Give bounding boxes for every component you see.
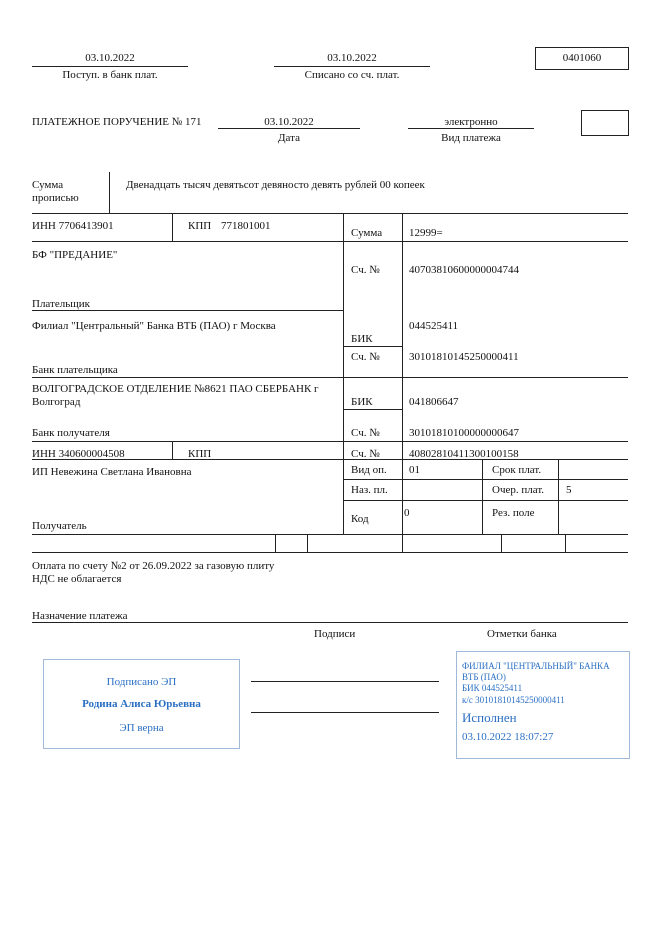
order-empty-box (581, 110, 629, 136)
value-col-left-border (402, 213, 403, 552)
order-date-label: Дата (278, 132, 300, 144)
purpose-line-2: НДС не облагается (32, 573, 122, 585)
row-line-codes-1 (343, 479, 628, 480)
bank-marks-label: Отметки банка (487, 628, 557, 640)
kod-label: Код (351, 513, 369, 525)
row-line-payer-bank (32, 377, 628, 378)
srok-label: Срок плат. (492, 464, 542, 476)
sum-value: 12999= (409, 227, 443, 239)
recipient-name: ИП Невежина Светлана Ивановна (32, 466, 192, 478)
ocher-value: 5 (566, 484, 572, 496)
bank-stamp-line-1: ФИЛИАЛ "ЦЕНТРАЛЬНЫЙ" БАНКА (462, 661, 610, 671)
signature-line-1 (251, 681, 439, 682)
debited-date-line (274, 66, 430, 67)
received-date-line (32, 66, 188, 67)
payer-inn-divider (172, 213, 173, 241)
tax-cell-divider-4 (565, 534, 566, 552)
purpose-label: Назначение платежа (32, 610, 128, 622)
tax-cell-divider-2 (307, 534, 308, 552)
row-line-sum (343, 241, 628, 242)
codes-col-divider-2 (558, 459, 559, 534)
payer-bank-account: 30101810145250000411 (409, 351, 519, 363)
form-code: 0401060 (562, 52, 602, 64)
recipient-bank-role-label: Банк получателя (32, 427, 110, 439)
row-line-payer-inn (32, 241, 343, 242)
bank-stamp-datetime: 03.10.2022 18:07:27 (462, 731, 554, 743)
order-date-line (218, 128, 360, 129)
row-line-payer (32, 310, 343, 311)
recipient-bank-bik: 041806647 (409, 396, 459, 408)
codes-col-divider-1 (482, 459, 483, 534)
recipient-role-label: Получатель (32, 520, 87, 532)
payer-bank-name: Филиал "Центральный" Банка ВТБ (ПАО) г Москва (32, 320, 276, 332)
bank-stamp-line-2: ВТБ (ПАО) (462, 672, 506, 682)
payer-bank-role-label: Банк плательщика (32, 364, 118, 376)
order-title: ПЛАТЕЖНОЕ ПОРУЧЕНИЕ № 171 (32, 116, 202, 128)
ep-stamp-line-1: Подписано ЭП (106, 676, 177, 688)
amount-words-divider (109, 172, 110, 213)
row-line-amount (32, 213, 628, 214)
recipient-inn: ИНН 340600004508 (32, 448, 125, 460)
sum-col-left-border (343, 213, 344, 534)
signature-line-2 (251, 712, 439, 713)
payment-type-label: Вид платежа (441, 132, 501, 144)
signatures-label: Подписи (314, 628, 356, 640)
recipient-bank-name-1: ВОЛГОГРАДСКОЕ ОТДЕЛЕНИЕ №8621 ПАО СБЕРБАНК г (32, 383, 319, 395)
row-line-payer-bank-bik (343, 346, 402, 347)
order-date: 03.10.2022 (264, 116, 314, 128)
recipient-bank-bik-label: БИК (351, 396, 373, 408)
row-line-tax (32, 552, 628, 553)
sum-label: Сумма (351, 227, 383, 239)
payer-bank-bik: 044525411 (409, 320, 459, 332)
payment-type-line (408, 128, 534, 129)
rez-label: Рез. поле (492, 507, 535, 519)
vid-op-value: 01 (409, 464, 420, 476)
tax-cell-divider-3 (501, 534, 502, 552)
kod-value: 0 (404, 507, 410, 519)
row-line-recipient (32, 534, 628, 535)
payer-inn: ИНН 7706413901 (32, 220, 114, 232)
payer-name: БФ "ПРЕДАНИЕ" (32, 249, 118, 261)
purpose-line-1: Оплата по счету №2 от 26.09.2022 за газовую плиту (32, 560, 275, 572)
form-code-box (535, 47, 629, 70)
row-line-purpose (32, 622, 628, 623)
recipient-bank-account-label: Сч. № (351, 427, 380, 439)
bank-stamp-status: Исполнен (462, 710, 517, 725)
row-line-codes-2 (343, 500, 628, 501)
row-line-account-recipient (343, 459, 628, 460)
debited-date: 03.10.2022 (327, 52, 377, 64)
recipient-bank-name-2: Волгоград (32, 396, 81, 408)
ep-stamp (43, 659, 240, 749)
row-line-recipient-bank-bik (343, 409, 402, 410)
payer-account-label: Сч. № (351, 264, 380, 276)
bank-stamp-line-4: к/с 30101810145250000411 (462, 695, 565, 705)
recipient-account: 40802810411300100158 (409, 448, 519, 460)
recipient-bank-account: 30101810100000000647 (409, 427, 519, 439)
recipient-kpp-label: КПП (188, 448, 212, 460)
ocher-label: Очер. плат. (492, 484, 545, 496)
recipient-inn-divider (172, 441, 173, 459)
received-date: 03.10.2022 (85, 52, 135, 64)
payment-type: электронно (444, 116, 498, 128)
debited-label: Списано со сч. плат. (304, 69, 400, 81)
vid-op-label: Вид оп. (351, 464, 387, 476)
tax-cell-divider-1 (275, 534, 276, 552)
amount-words-label-2: прописью (32, 192, 79, 204)
amount-words-label-1: Сумма (32, 179, 64, 191)
payer-bank-bik-label: БИК (351, 333, 373, 345)
row-line-recipient-inn (32, 459, 343, 460)
ep-stamp-line-3: ЭП верна (119, 722, 164, 734)
payer-role-label: Плательщик (32, 298, 90, 310)
row-line-recipient-bank (32, 441, 628, 442)
payer-kpp-label: КПП (188, 220, 212, 232)
naz-label: Наз. пл. (351, 484, 388, 496)
payer-bank-account-label: Сч. № (351, 351, 380, 363)
ep-stamp-signer: Родина Алиса Юрьевна (82, 698, 201, 710)
amount-words-text: Двенадцать тысяч девятьсот девяносто девять рублей 00 копеек (126, 179, 425, 191)
payer-kpp: 771801001 (221, 220, 271, 232)
bank-stamp (456, 651, 630, 759)
payer-account: 40703810600000004744 (409, 264, 519, 276)
received-label: Поступ. в банк плат. (62, 69, 158, 81)
bank-stamp-line-3: БИК 044525411 (462, 683, 523, 693)
recipient-account-label: Сч. № (351, 448, 380, 460)
